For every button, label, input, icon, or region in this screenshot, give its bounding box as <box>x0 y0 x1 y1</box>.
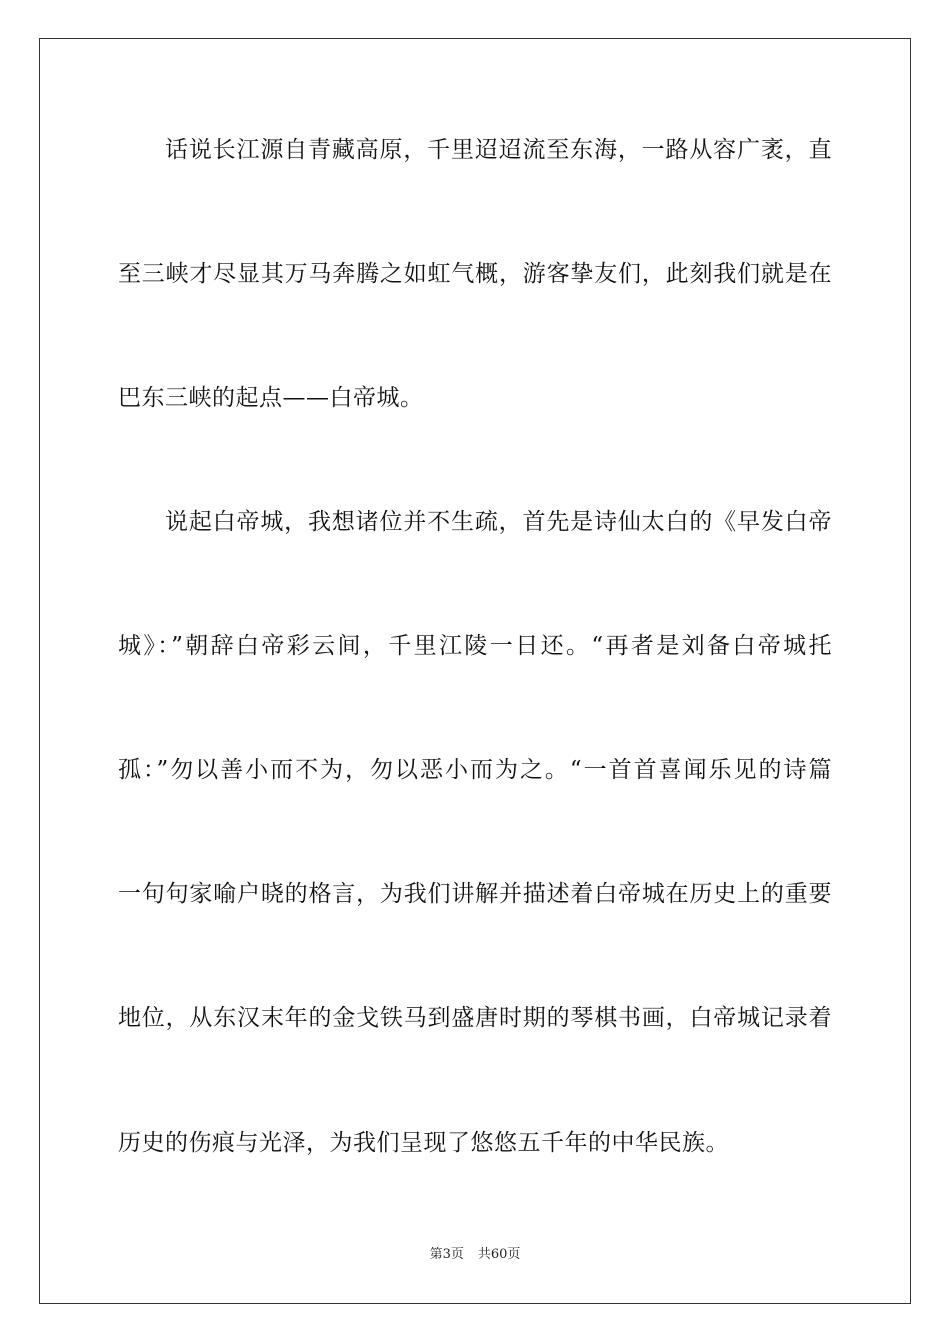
paragraph-2-line-5: 地位，从东汉末年的金戈铁马到盛唐时期的琴棋书画，白帝城记录着 <box>118 1005 832 1031</box>
paragraph-1-line-1: 话说长江源自青藏高原，千里迢迢流至东海，一路从容广袤，直 <box>165 137 832 163</box>
paragraph-1-line-3: 巴东三峡的起点——白帝城。 <box>118 385 424 411</box>
paragraph-1-line-2: 至三峡才尽显其万马奔腾之如虹气概，游客挚友们，此刻我们就是在 <box>118 261 832 287</box>
page-border <box>39 38 911 1304</box>
paragraph-2-line-2: 城》：”朝辞白帝彩云间，千里江陵一日还。“再者是刘备白帝城托 <box>118 633 832 659</box>
paragraph-2-line-4: 一句句家喻户晓的格言，为我们讲解并描述着白帝城在历史上的重要 <box>118 881 832 907</box>
paragraph-2-line-3: 孤：”勿以善小而不为，勿以恶小而为之。“一首首喜闻乐见的诗篇 <box>118 757 832 783</box>
page-total: 共60页 <box>477 1247 521 1262</box>
page-footer <box>0 1247 950 1263</box>
paragraph-2-line-1: 说起白帝城，我想诸位并不生疏，首先是诗仙太白的《早发白帝 <box>165 509 832 535</box>
paragraph-2-line-6: 历史的伤痕与光泽，为我们呈现了悠悠五千年的中华民族。 <box>118 1130 729 1156</box>
page-number: 第3页 <box>429 1247 464 1262</box>
